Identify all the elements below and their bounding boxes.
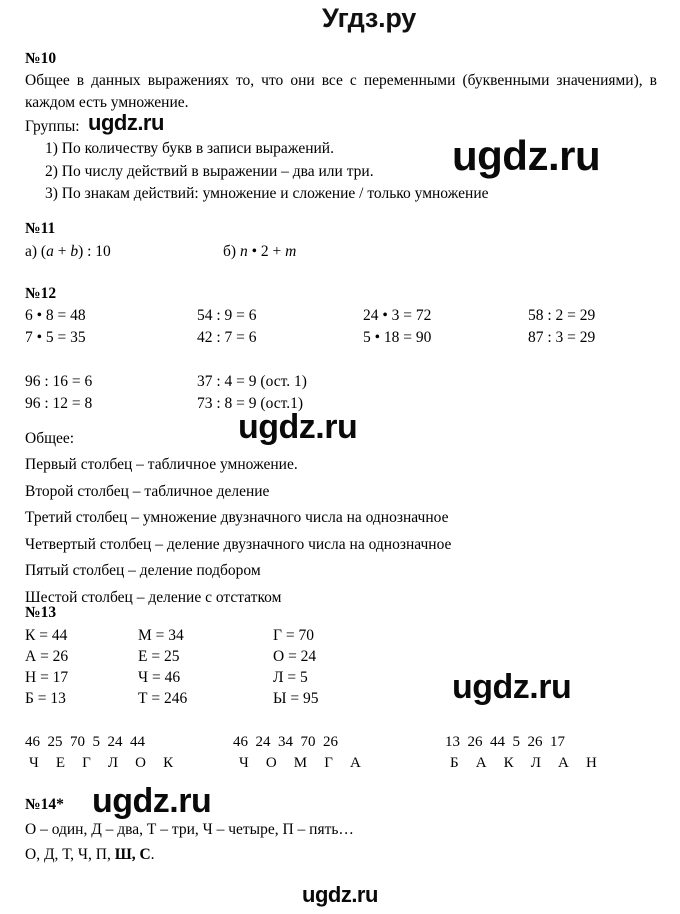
expression: 42 : 7 = 6 xyxy=(197,328,257,346)
expression: 37 : 4 = 9 (ост. 1) xyxy=(197,372,307,390)
task-10-group-2: 2) По числу действий в выражении – два или три. xyxy=(45,162,374,180)
answer-b-var1: n xyxy=(239,242,248,260)
common-line-6: Шестой столбец – деление с отстатком xyxy=(25,588,282,606)
task-14-number: №14* xyxy=(25,796,64,813)
task-12-row-1 xyxy=(25,307,657,329)
task-10-paragraph: Общее в данных выражениях то, что они все с переменными (буквенными значениями), в каждом есть умножение. xyxy=(25,71,657,111)
watermark: ugdz.ru xyxy=(302,882,378,907)
task-14-line-2-bold: Ш, С xyxy=(114,846,151,864)
expression: 54 : 9 = 6 xyxy=(197,306,257,324)
code-letters: Б А К Л А Н xyxy=(450,755,600,771)
letter-value: М = 34 xyxy=(138,626,184,644)
letter-value: А = 26 xyxy=(25,647,69,665)
answer-a-plus: + xyxy=(53,242,71,260)
code-letters: Ч Е Г Л О К xyxy=(29,755,177,771)
common-line-3: Третий столбец – умножение двузначного числа на однозначное xyxy=(25,509,449,527)
expression: 58 : 2 = 29 xyxy=(528,306,596,324)
answer-a-var1: a xyxy=(46,242,54,260)
answer-b-prefix: б) xyxy=(223,242,240,260)
task-10-groups-label: Группы: xyxy=(25,117,80,135)
task-11-number: №11 xyxy=(25,220,56,237)
site-logo: Угдз.ру xyxy=(322,3,417,33)
task-10-group-1: 1) По количеству букв в записи выражений. xyxy=(45,140,334,158)
code-letters: Ч О М Г А xyxy=(239,755,365,771)
letter-value: Н = 17 xyxy=(25,668,69,686)
watermark: ugdz.ru xyxy=(88,110,164,135)
task-14-line-2-end: . xyxy=(150,846,155,864)
task-10-group-3: 3) По знакам действий: умножение и сложение / только умножение xyxy=(45,185,489,203)
expression: 96 : 12 = 8 xyxy=(25,394,93,412)
task-10-number: №10 xyxy=(25,50,57,67)
expression: 24 • 3 = 72 xyxy=(363,306,432,324)
letter-value: Б = 13 xyxy=(25,689,66,707)
task-11-answer-a xyxy=(25,243,111,261)
task-14-line-1: О – один, Д – два, Т – три, Ч – четыре, П – пять… xyxy=(25,820,354,838)
common-line-5: Пятый столбец – деление подбором xyxy=(25,562,261,580)
task-12-number: №12 xyxy=(25,285,57,302)
watermark: ugdz.ru xyxy=(238,408,358,446)
code-numbers: 46 24 34 70 26 xyxy=(233,734,338,750)
answer-b-var2: m xyxy=(285,242,297,260)
watermark: ugdz.ru xyxy=(92,782,212,820)
watermark: ugdz.ru xyxy=(452,668,572,706)
task-11-answer-b xyxy=(223,243,296,261)
answer-b-mid: • 2 + xyxy=(247,242,286,260)
expression: 73 : 8 = 9 (ост.1) xyxy=(197,394,303,412)
answer-a-prefix: а) ( xyxy=(25,242,47,260)
task-14-line-2-plain: О, Д, Т, Ч, П, xyxy=(25,846,115,864)
common-line-4: Четвертый столбец – деление двузначного числа на однозначное xyxy=(25,535,452,553)
code-numbers: 13 26 44 5 26 17 xyxy=(445,734,565,750)
letter-value: Т = 246 xyxy=(138,689,188,707)
common-line-2: Второй столбец – табличное деление xyxy=(25,482,270,500)
letter-value: Ы = 95 xyxy=(273,689,319,707)
letter-value: Ч = 46 xyxy=(138,668,181,686)
watermark: ugdz.ru xyxy=(452,132,601,179)
expression: 5 • 18 = 90 xyxy=(363,328,432,346)
task-11 xyxy=(25,220,657,267)
common-line-1: Первый столбец – табличное умножение. xyxy=(25,456,298,474)
task-11-answers xyxy=(25,243,657,267)
expression: 7 • 5 = 35 xyxy=(25,328,86,346)
task-12-row-3 xyxy=(25,373,657,395)
task-13-number: №13 xyxy=(25,604,57,621)
common-label: Общее: xyxy=(25,430,75,447)
letter-value: Л = 5 xyxy=(273,668,308,686)
code-numbers: 46 25 70 5 24 44 xyxy=(25,734,145,750)
task-13-row-1 xyxy=(25,627,657,648)
answer-a-var2: b xyxy=(70,242,79,260)
task-13-codes xyxy=(25,734,657,780)
task-14-line-2 xyxy=(25,844,657,866)
expression: 96 : 16 = 6 xyxy=(25,372,93,390)
answer-a-suffix: ) : 10 xyxy=(78,242,111,260)
task-12-common xyxy=(25,428,657,609)
letter-value: О = 24 xyxy=(273,647,317,665)
task-12 xyxy=(25,285,657,417)
expression: 6 • 8 = 48 xyxy=(25,306,86,324)
letter-value: К = 44 xyxy=(25,626,68,644)
letter-value: Е = 25 xyxy=(138,647,180,665)
task-12-row-2 xyxy=(25,329,657,351)
letter-value: Г = 70 xyxy=(273,626,314,644)
task-13-row-2 xyxy=(25,648,657,669)
expression: 87 : 3 = 29 xyxy=(528,328,596,346)
